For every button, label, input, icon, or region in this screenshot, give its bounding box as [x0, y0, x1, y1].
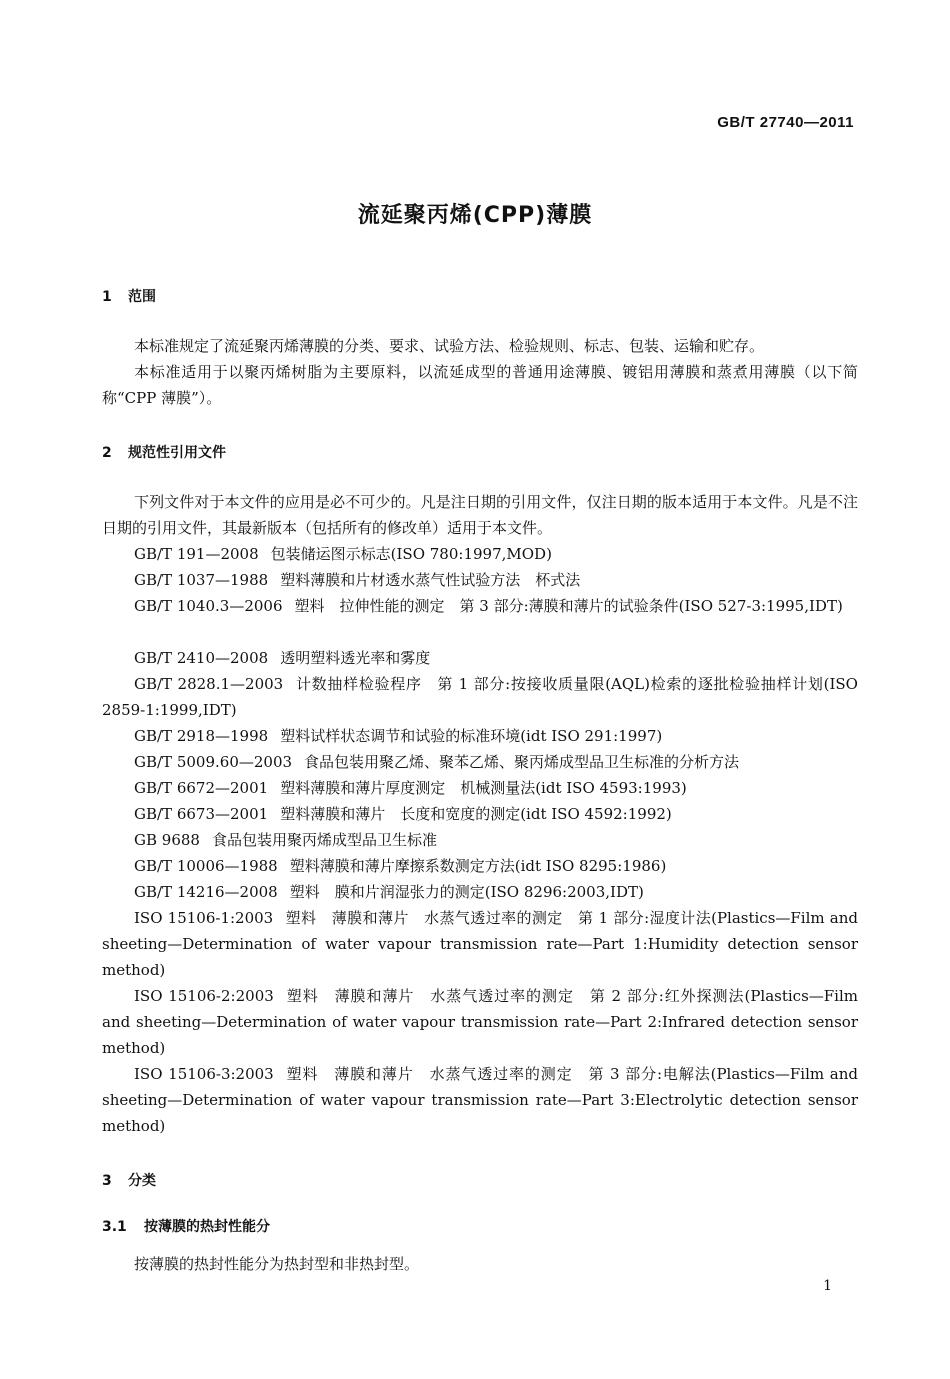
reference-item: [102, 645, 858, 671]
reference-item: [102, 775, 858, 801]
section-2-heading: [102, 442, 226, 462]
subsection-3-1-text: 按薄膜的热封性能分为热封型和非热封型。: [134, 1255, 420, 1273]
section-1-paragraph-2: 本标准适用于以聚丙烯树脂为主要原料，以流延成型的普通用途薄膜、镀铝用薄膜和蒸煮用薄膜（以下简称“CPP 薄膜”）。: [102, 363, 858, 407]
reference-title: 塑料 薄膜和薄片 水蒸气透过率的测定 第 1 部分:湿度计法(Plastics—Film and sheeting—Determination of water vapour transmission rate—Part 1:Humidity detection sensor method): [102, 909, 858, 979]
reference-item: [102, 853, 858, 879]
reference-code: GB/T 1037—1988: [134, 571, 269, 589]
section-2-intro: 下列文件对于本文件的应用是必不可少的。凡是注日期的引用文件，仅注日期的版本适用于本文件。凡是不注日期的引用文件，其最新版本（包括所有的修改单）适用于本文件。: [102, 493, 858, 537]
reference-item: [102, 723, 858, 749]
reference-title: 食品包装用聚乙烯、聚苯乙烯、聚丙烯成型品卫生标准的分析方法: [304, 753, 740, 771]
page-number: 1: [823, 1278, 832, 1294]
reference-title: 食品包装用聚丙烯成型品卫生标准: [211, 831, 437, 849]
reference-title: 塑料 膜和片润湿张力的测定(ISO 8296:2003,IDT): [289, 883, 644, 901]
reference-code: GB/T 2918—1998: [134, 727, 269, 745]
reference-item: [102, 983, 858, 1061]
reference-title: 塑料 薄膜和薄片 水蒸气透过率的测定 第 2 部分:红外探测法(Plastics—Film and sheeting—Determination of water vapour transmission rate—Part 2:Infrared detection sensor method): [102, 987, 858, 1057]
document-title: 流延聚丙烯(CPP)薄膜: [357, 203, 593, 228]
reference-title: 塑料薄膜和薄片厚度测定 机械测量法(idt ISO 4593:1993): [280, 779, 687, 797]
reference-code: GB/T 5009.60—2003: [134, 753, 293, 771]
reference-code: ISO 15106-1:2003: [134, 909, 274, 927]
reference-code: ISO 15106-3:2003: [134, 1065, 274, 1083]
section-title: 分类: [128, 1173, 156, 1189]
reference-code: GB/T 6672—2001: [134, 779, 269, 797]
section-title: 规范性引用文件: [128, 445, 226, 461]
reference-title: 包装储运图示标志(ISO 780:1997,MOD): [270, 545, 552, 563]
reference-code: GB/T 14216—2008: [134, 883, 278, 901]
reference-code: GB/T 2828.1—2003: [134, 675, 284, 693]
section-number: 2: [102, 445, 112, 461]
section-3-heading: [102, 1170, 156, 1190]
reference-item: [102, 827, 858, 853]
section-number: 3: [102, 1173, 112, 1189]
reference-code: GB 9688: [134, 831, 200, 849]
section-1-heading: [102, 286, 156, 306]
subsection-title: 按薄膜的热封性能分: [144, 1219, 270, 1235]
reference-title: 透明塑料透光率和雾度: [280, 649, 431, 667]
reference-code: GB/T 10006—1988: [134, 857, 278, 875]
reference-code: GB/T 191—2008: [134, 545, 259, 563]
reference-item: [102, 567, 858, 593]
reference-item: [102, 879, 858, 905]
reference-code: ISO 15106-2:2003: [134, 987, 274, 1005]
reference-code: GB/T 6673—2001: [134, 805, 269, 823]
standard-code: GB/T 27740—2011: [717, 114, 854, 131]
section-title: 范围: [128, 289, 156, 305]
reference-code: GB/T 1040.3—2006: [134, 597, 283, 615]
reference-title: 塑料 薄膜和薄片 水蒸气透过率的测定 第 3 部分:电解法(Plastics—Film and sheeting—Determination of water vapour transmission rate—Part 3:Electrolytic detection sensor method): [102, 1065, 858, 1135]
reference-item: [102, 905, 858, 983]
reference-item: [102, 541, 858, 567]
reference-item: [102, 1061, 858, 1139]
reference-item: [102, 593, 858, 619]
section-1-paragraph-1: 本标准规定了流延聚丙烯薄膜的分类、要求、试验方法、检验规则、标志、包装、运输和贮存。: [134, 337, 765, 355]
reference-title: 塑料 拉伸性能的测定 第 3 部分:薄膜和薄片的试验条件(ISO 527-3:1995,IDT): [294, 597, 843, 615]
subsection-3-1-heading: [102, 1216, 270, 1236]
reference-title: 塑料薄膜和薄片 长度和宽度的测定(idt ISO 4592:1992): [280, 805, 672, 823]
reference-title: 塑料薄膜和薄片摩擦系数测定方法(idt ISO 8295:1986): [289, 857, 667, 875]
reference-item: [102, 671, 858, 723]
reference-item: [102, 801, 858, 827]
reference-title: 计数抽样检验程序 第 1 部分:按接收质量限(AQL)检索的逐批检验抽样计划(ISO 2859-1:1999,IDT): [102, 675, 858, 719]
section-number: 1: [102, 289, 112, 305]
reference-item: [102, 749, 858, 775]
reference-title: 塑料试样状态调节和试验的标准环境(idt ISO 291:1997): [280, 727, 663, 745]
subsection-number: 3.1: [102, 1219, 127, 1235]
reference-title: 塑料薄膜和片材透水蒸气性试验方法 杯式法: [280, 571, 581, 589]
reference-code: GB/T 2410—2008: [134, 649, 269, 667]
